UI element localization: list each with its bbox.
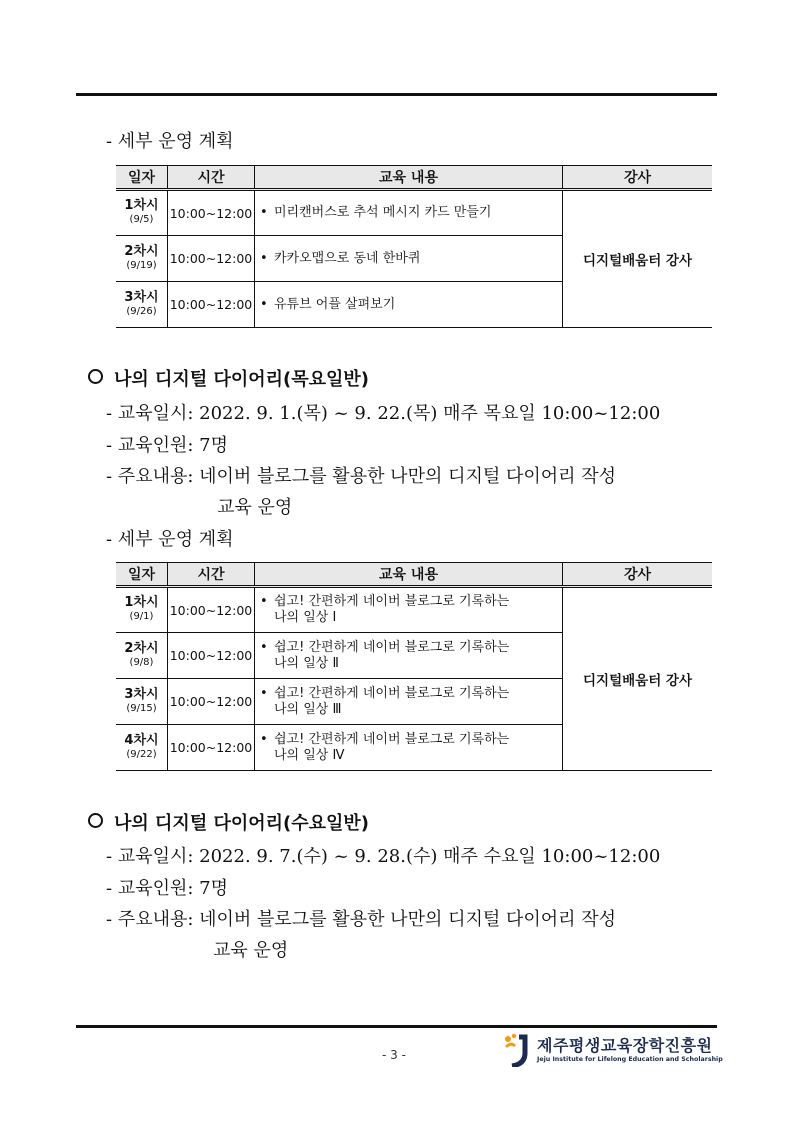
bullet-icon: • xyxy=(260,685,268,701)
session-label: 1차시 xyxy=(124,198,159,213)
page-number: - 3 - xyxy=(382,1048,406,1062)
session-date: (9/22) xyxy=(126,748,157,760)
content-line-cont: 교육 운영 xyxy=(213,940,289,961)
col-header-content: 교육 내용 xyxy=(255,166,563,190)
section-title-thursday xyxy=(88,369,369,391)
session-time: 10:00~12:00 xyxy=(168,679,255,725)
session-content: 유튜브 어플 살펴보기 xyxy=(274,296,396,312)
section-title-text: 나의 디지털 다이어리(수요일반) xyxy=(114,813,370,834)
session-content-cont: 나의 일상 Ⅱ xyxy=(274,655,339,671)
col-header-instructor: 강사 xyxy=(563,166,713,190)
session-content: 쉽고! 간편하게 네이버 블로그로 기록하는 xyxy=(274,639,510,655)
session-time: 10:00~12:00 xyxy=(168,236,255,282)
session-content-cont: 나의 일상 Ⅰ xyxy=(274,610,337,625)
col-header-time: 시간 xyxy=(168,166,255,190)
session-label: 3차시 xyxy=(124,686,159,702)
org-name-en: Jeju Institute for Lifelong Education and Scholarship xyxy=(537,1056,723,1063)
subheading-detail-plan: - 세부 운영 계획 xyxy=(106,131,234,152)
section-title-text: 나의 디지털 다이어리(목요일반) xyxy=(114,369,370,390)
col-header-day: 일자 xyxy=(116,166,168,190)
circle-bullet-icon xyxy=(88,813,103,828)
subheading-detail-plan: - 세부 운영 계획 xyxy=(106,529,234,550)
content-line: - 주요내용: 네이버 블로그를 활용한 나만의 디지털 다이어리 작성 xyxy=(106,466,617,487)
schedule-table-2 xyxy=(116,562,712,771)
instructor-cell: 디지털배움터 강사 xyxy=(563,190,713,328)
table-row xyxy=(116,190,712,236)
session-date: (9/5) xyxy=(129,214,154,225)
session-time: 10:00~12:00 xyxy=(168,190,255,236)
session-label: 1차시 xyxy=(124,595,159,610)
session-date: (9/19) xyxy=(126,259,157,271)
session-content: 카카오맵으로 동네 한바퀴 xyxy=(274,250,421,266)
section-title-wednesday xyxy=(88,813,369,835)
session-label: 2차시 xyxy=(124,243,159,259)
bullet-icon: • xyxy=(260,296,268,312)
session-time: 10:00~12:00 xyxy=(168,633,255,679)
col-header-content: 교육 내용 xyxy=(255,563,563,587)
session-label: 2차시 xyxy=(124,640,159,656)
session-content: 미리캔버스로 추석 메시지 카드 만들기 xyxy=(274,205,492,220)
instructor-cell: 디지털배움터 강사 xyxy=(563,587,713,771)
session-time: 10:00~12:00 xyxy=(168,725,255,771)
schedule-table-1 xyxy=(116,165,712,328)
org-name-kr: 제주평생교육장학진흥원 xyxy=(537,1036,713,1055)
session-content: 쉽고! 간편하게 네이버 블로그로 기록하는 xyxy=(274,731,510,747)
content-line: - 주요내용: 네이버 블로그를 활용한 나만의 디지털 다이어리 작성 xyxy=(106,909,617,930)
bullet-icon: • xyxy=(260,205,268,220)
content-line-cont: 교육 운영 xyxy=(217,497,293,518)
bullet-icon: • xyxy=(260,594,268,609)
session-date: (9/26) xyxy=(126,305,157,317)
schedule-line: - 교육일시: 2022. 9. 1.(목) ~ 9. 22.(목) 매주 목요일 10:00~12:00 xyxy=(106,403,661,424)
bullet-icon: • xyxy=(260,250,268,266)
participants-line: - 교육인원: 7명 xyxy=(106,435,228,456)
header-rule xyxy=(76,93,717,96)
bullet-icon: • xyxy=(260,731,268,747)
session-label: 4차시 xyxy=(124,732,159,748)
session-date: (9/1) xyxy=(129,611,154,622)
session-content-cont: 나의 일상 Ⅲ xyxy=(274,701,342,717)
col-header-instructor: 강사 xyxy=(563,563,713,587)
circle-bullet-icon xyxy=(88,369,103,384)
session-label: 3차시 xyxy=(124,289,159,305)
session-date: (9/15) xyxy=(126,702,157,714)
session-content-cont: 나의 일상 Ⅳ xyxy=(274,747,345,763)
col-header-time: 시간 xyxy=(168,563,255,587)
table-row xyxy=(116,587,712,633)
session-content: 쉽고! 간편하게 네이버 블로그로 기록하는 xyxy=(274,594,510,609)
session-date: (9/8) xyxy=(129,656,154,668)
session-time: 10:00~12:00 xyxy=(168,587,255,633)
session-time: 10:00~12:00 xyxy=(168,282,255,328)
session-content: 쉽고! 간편하게 네이버 블로그로 기록하는 xyxy=(274,685,510,701)
bullet-icon: • xyxy=(260,639,268,655)
participants-line: - 교육인원: 7명 xyxy=(106,878,228,899)
org-logo xyxy=(503,1032,723,1072)
col-header-day: 일자 xyxy=(116,563,168,587)
footer-rule xyxy=(76,1025,717,1028)
org-logo-mark-icon xyxy=(503,1033,533,1067)
schedule-line: - 교육일시: 2022. 9. 7.(수) ~ 9. 28.(수) 매주 수요일 10:00~12:00 xyxy=(106,846,661,867)
